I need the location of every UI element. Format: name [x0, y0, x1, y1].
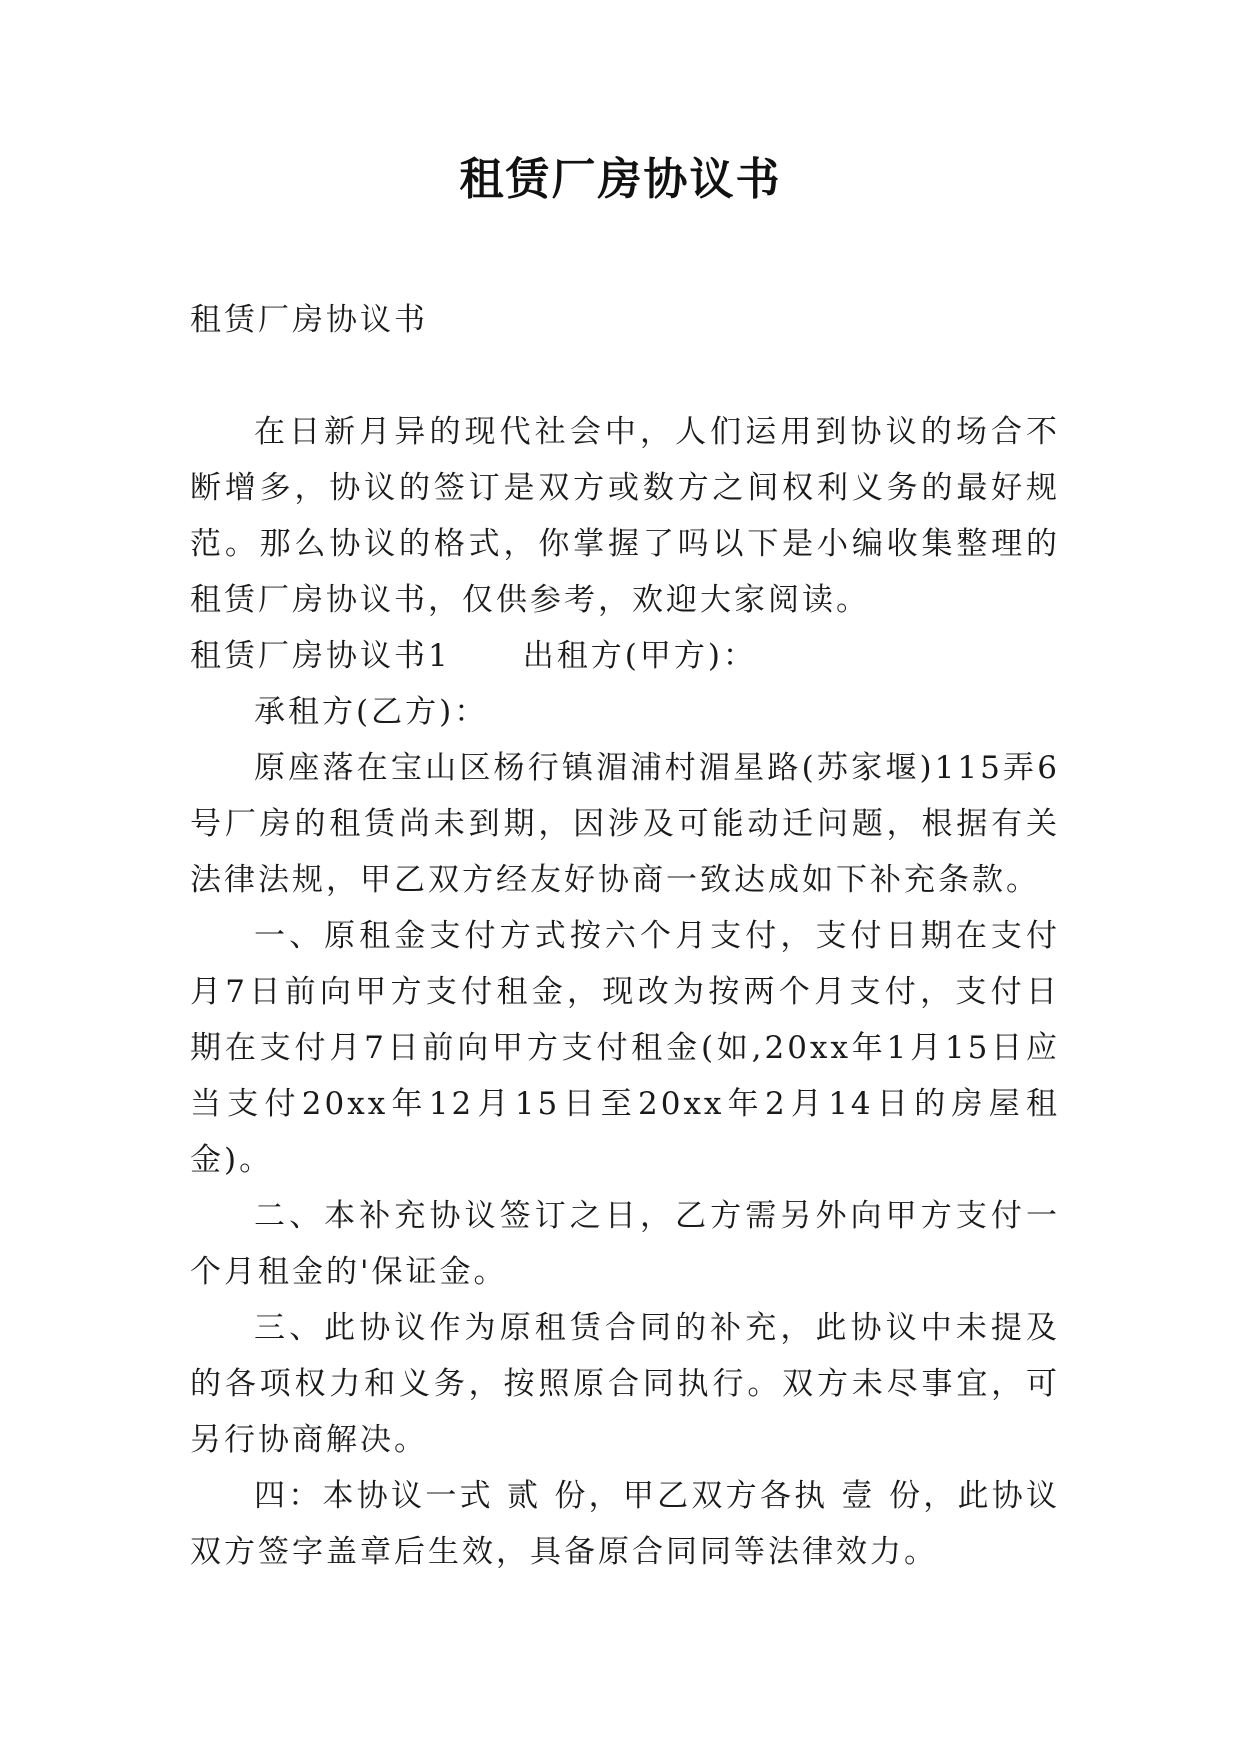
clause-1-paragraph: 一、原租金支付方式按六个月支付，支付日期在支付月7日前向甲方支付租金，现改为按两个月支付，支付日期在支付月7日前向甲方支付租金(如,20xx年1月15日应当支付20xx年12月15日至20xx年2月14日的房屋租金)。 [190, 918, 1060, 1178]
document-subtitle: 租赁厂房协议书 [190, 302, 428, 338]
lessee-label: 承租方(乙方)： [254, 694, 489, 730]
document-body [190, 292, 1060, 1580]
clause-3-paragraph: 三、此协议作为原租赁合同的补充，此协议中未提及的各项权力和义务，按照原合同执行。双方未尽事宜，可另行协商解决。 [190, 1310, 1060, 1458]
clause-4-paragraph: 四：本协议一式 贰 份，甲乙双方各执 壹 份，此协议双方签字盖章后生效，具备原合同同等法律效力。 [190, 1478, 1060, 1570]
agreement-heading-line [190, 628, 1060, 684]
document-title: 租赁厂房协议书 [459, 154, 782, 205]
intro-paragraph: 在日新月异的现代社会中，人们运用到协议的场合不断增多，协议的签订是双方或数方之间权利义务的最好规范。那么协议的格式，你掌握了吗以下是小编收集整理的租赁厂房协议书，仅供参考，欢迎大家阅读。 [190, 414, 1060, 618]
agreement-heading: 租赁厂房协议书1 [190, 638, 451, 674]
lessor-label: 出租方(甲方)： [522, 638, 757, 674]
clause-2-paragraph: 二、本补充协议签订之日，乙方需另外向甲方支付一个月租金的'保证金。 [190, 1198, 1060, 1290]
body-paragraph-location: 原座落在宝山区杨行镇湄浦村湄星路(苏家堰)115弄6号厂房的租赁尚未到期，因涉及可能动迁问题，根据有关法律法规，甲乙双方经友好协商一致达成如下补充条款。 [190, 750, 1060, 898]
